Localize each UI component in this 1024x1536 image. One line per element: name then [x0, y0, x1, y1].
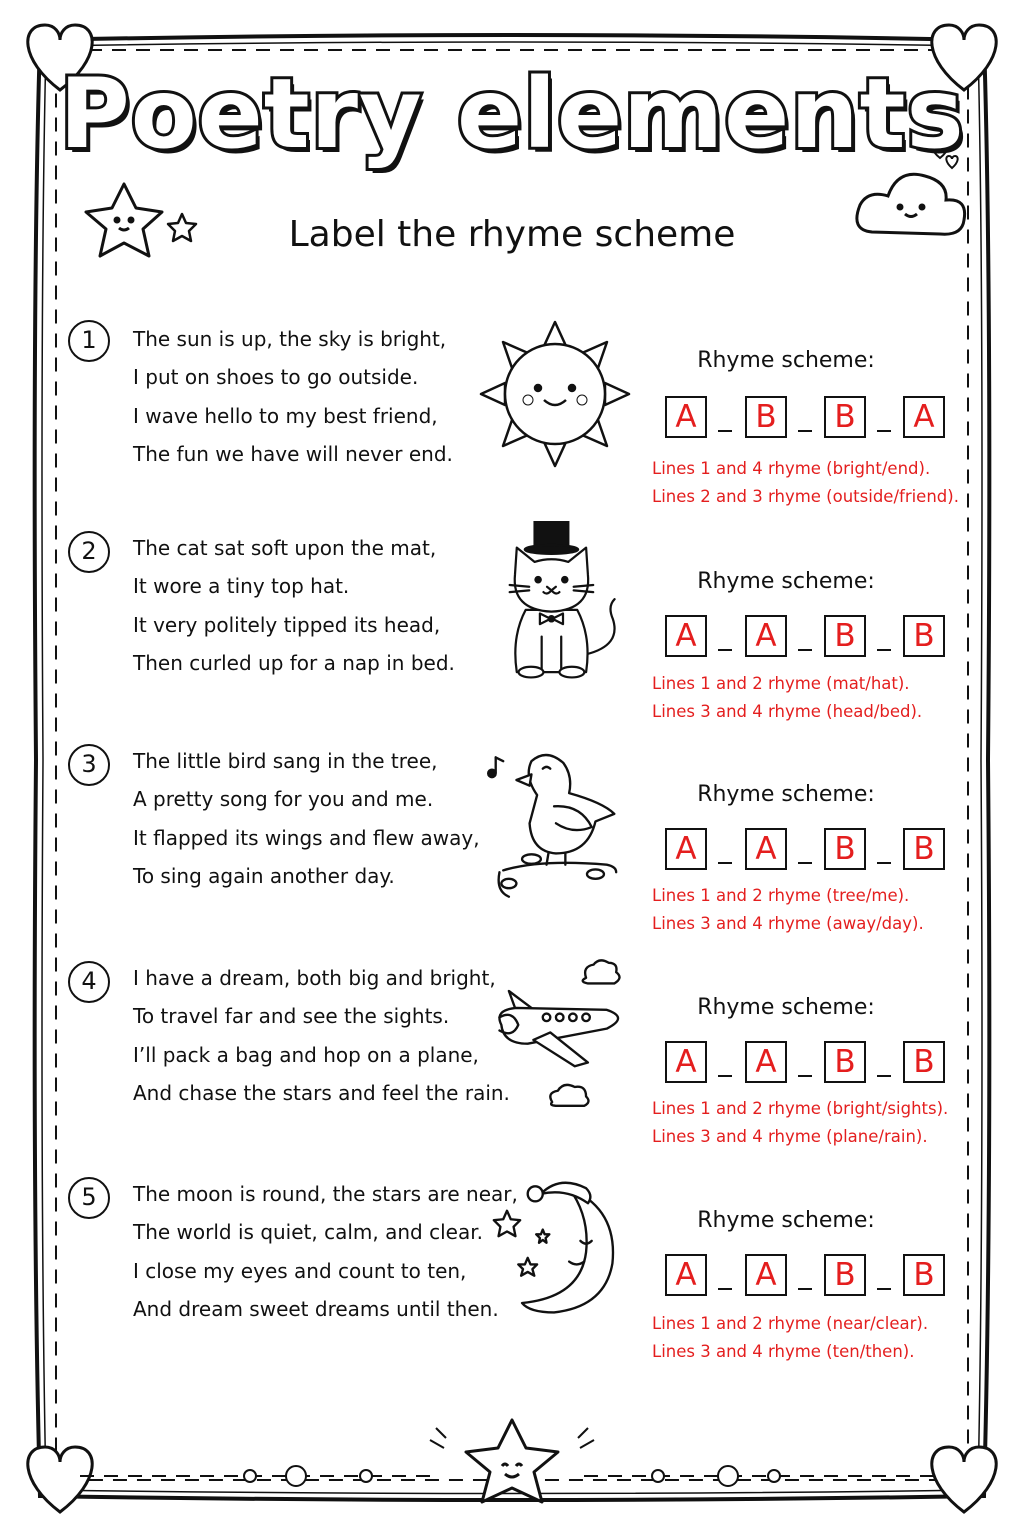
poem-5 [0, 1175, 1024, 1385]
poem-line: It very politely tipped its head, [133, 612, 441, 637]
rhyme-letter-box: A [745, 615, 787, 657]
poem-line: It wore a tiny top hat. [133, 574, 350, 599]
rhyme-letter-box: A [665, 396, 707, 438]
poem-line: The world is quiet, calm, and clear. [133, 1220, 483, 1245]
bird-icon [470, 748, 640, 908]
page-subtitle: Label the rhyme scheme [288, 214, 736, 255]
poem-number: 2 [68, 531, 110, 573]
separator [877, 1288, 891, 1290]
moon-icon [470, 1175, 640, 1335]
airplane-icon [470, 959, 640, 1119]
separator [877, 1075, 891, 1077]
rhyme-letter-box: A [745, 1041, 787, 1083]
poem-line: I wave hello to my best friend, [133, 403, 438, 428]
separator [718, 649, 732, 651]
rhyme-note: Lines 1 and 2 rhyme (near/clear). [652, 1314, 929, 1333]
rhyme-scheme-answer [665, 1041, 955, 1085]
rhyme-scheme-label: Rhyme scheme: [697, 995, 875, 1020]
poem-number: 1 [68, 320, 110, 362]
poem-line: I’ll pack a bag and hop on a plane, [133, 1042, 479, 1067]
rhyme-letter-box: B [903, 1041, 945, 1083]
poem-4 [0, 959, 1024, 1169]
poem-line: And dream sweet dreams until then. [133, 1296, 499, 1321]
poem-1 [0, 320, 1024, 530]
rhyme-letter-box: B [824, 1254, 866, 1296]
rhyme-letter-box: A [665, 615, 707, 657]
poem-2 [0, 529, 1024, 739]
rhyme-letter-box: B [903, 1254, 945, 1296]
rhyme-letter-box: B [903, 615, 945, 657]
rhyme-note: Lines 1 and 2 rhyme (mat/hat). [652, 674, 910, 693]
separator [877, 862, 891, 864]
poem-line: The little bird sang in the tree, [133, 749, 438, 773]
heart-icon [28, 1447, 92, 1512]
separator [718, 1288, 732, 1290]
rhyme-scheme-label: Rhyme scheme: [697, 1208, 875, 1233]
poem-line: It flapped its wings and flew away, [133, 825, 480, 850]
star-icon [466, 1420, 558, 1502]
sun-icon [470, 320, 640, 480]
poem-line: And chase the stars and feel the rain. [133, 1080, 510, 1105]
poem-line: Then curled up for a nap in bed. [133, 650, 455, 675]
poem-number: 3 [68, 744, 110, 786]
rhyme-note: Lines 3 and 4 rhyme (away/day). [652, 914, 924, 933]
rhyme-scheme-answer [665, 828, 955, 872]
rhyme-letter-box: B [903, 828, 945, 870]
poem-number: 5 [68, 1177, 110, 1219]
rhyme-letter-box: B [745, 396, 787, 438]
rhyme-letter-box: A [665, 1254, 707, 1296]
rhyme-letter-box: B [824, 615, 866, 657]
poem-line: I close my eyes and count to ten, [133, 1258, 467, 1283]
rhyme-letter-box: A [745, 1254, 787, 1296]
cat-icon [470, 521, 640, 681]
rhyme-letter-box: A [745, 828, 787, 870]
separator [798, 862, 812, 864]
poem-line: The fun we have will never end. [133, 441, 453, 466]
rhyme-letter-box: A [903, 396, 945, 438]
heart-icon [932, 1447, 996, 1512]
rhyme-scheme-label: Rhyme scheme: [697, 782, 875, 807]
poem-line: A pretty song for you and me. [133, 787, 434, 812]
rhyme-note: Lines 3 and 4 rhyme (ten/then). [652, 1342, 915, 1361]
poem-number: 4 [68, 961, 110, 1003]
page-title: Poetry elements [59, 58, 965, 170]
separator [877, 430, 891, 432]
poem-line: The moon is round, the stars are near, [133, 1182, 518, 1206]
rhyme-scheme-label: Rhyme scheme: [697, 569, 875, 594]
poem-line: I put on shoes to go outside. [133, 365, 419, 390]
rhyme-scheme-answer [665, 396, 955, 440]
poem-line: I have a dream, both big and bright, [133, 966, 496, 990]
rhyme-scheme-answer [665, 615, 955, 659]
rhyme-note: Lines 3 and 4 rhyme (head/bed). [652, 702, 923, 721]
poem-line: The cat sat soft upon the mat, [133, 536, 437, 560]
rhyme-letter-box: A [665, 1041, 707, 1083]
separator [798, 649, 812, 651]
rhyme-note: Lines 1 and 4 rhyme (bright/end). [652, 459, 931, 478]
rhyme-letter-box: B [824, 828, 866, 870]
poem-line: To sing again another day. [133, 863, 395, 888]
poem-3 [0, 742, 1024, 952]
separator [718, 862, 732, 864]
separator [718, 1075, 732, 1077]
rhyme-scheme-label: Rhyme scheme: [697, 348, 875, 373]
rhyme-note: Lines 2 and 3 rhyme (outside/friend). [652, 487, 959, 506]
poem-line: To travel far and see the sights. [133, 1004, 450, 1029]
poem-line: The sun is up, the sky is bright, [133, 327, 447, 351]
rhyme-note: Lines 1 and 2 rhyme (tree/me). [652, 886, 910, 905]
rhyme-scheme-answer [665, 1254, 955, 1298]
rhyme-letter-box: B [824, 1041, 866, 1083]
separator [798, 1075, 812, 1077]
rhyme-note: Lines 3 and 4 rhyme (plane/rain). [652, 1127, 928, 1146]
rhyme-letter-box: B [824, 396, 866, 438]
separator [798, 1288, 812, 1290]
rhyme-letter-box: A [665, 828, 707, 870]
separator [877, 649, 891, 651]
rhyme-note: Lines 1 and 2 rhyme (bright/sights). [652, 1099, 949, 1118]
separator [718, 430, 732, 432]
separator [798, 430, 812, 432]
